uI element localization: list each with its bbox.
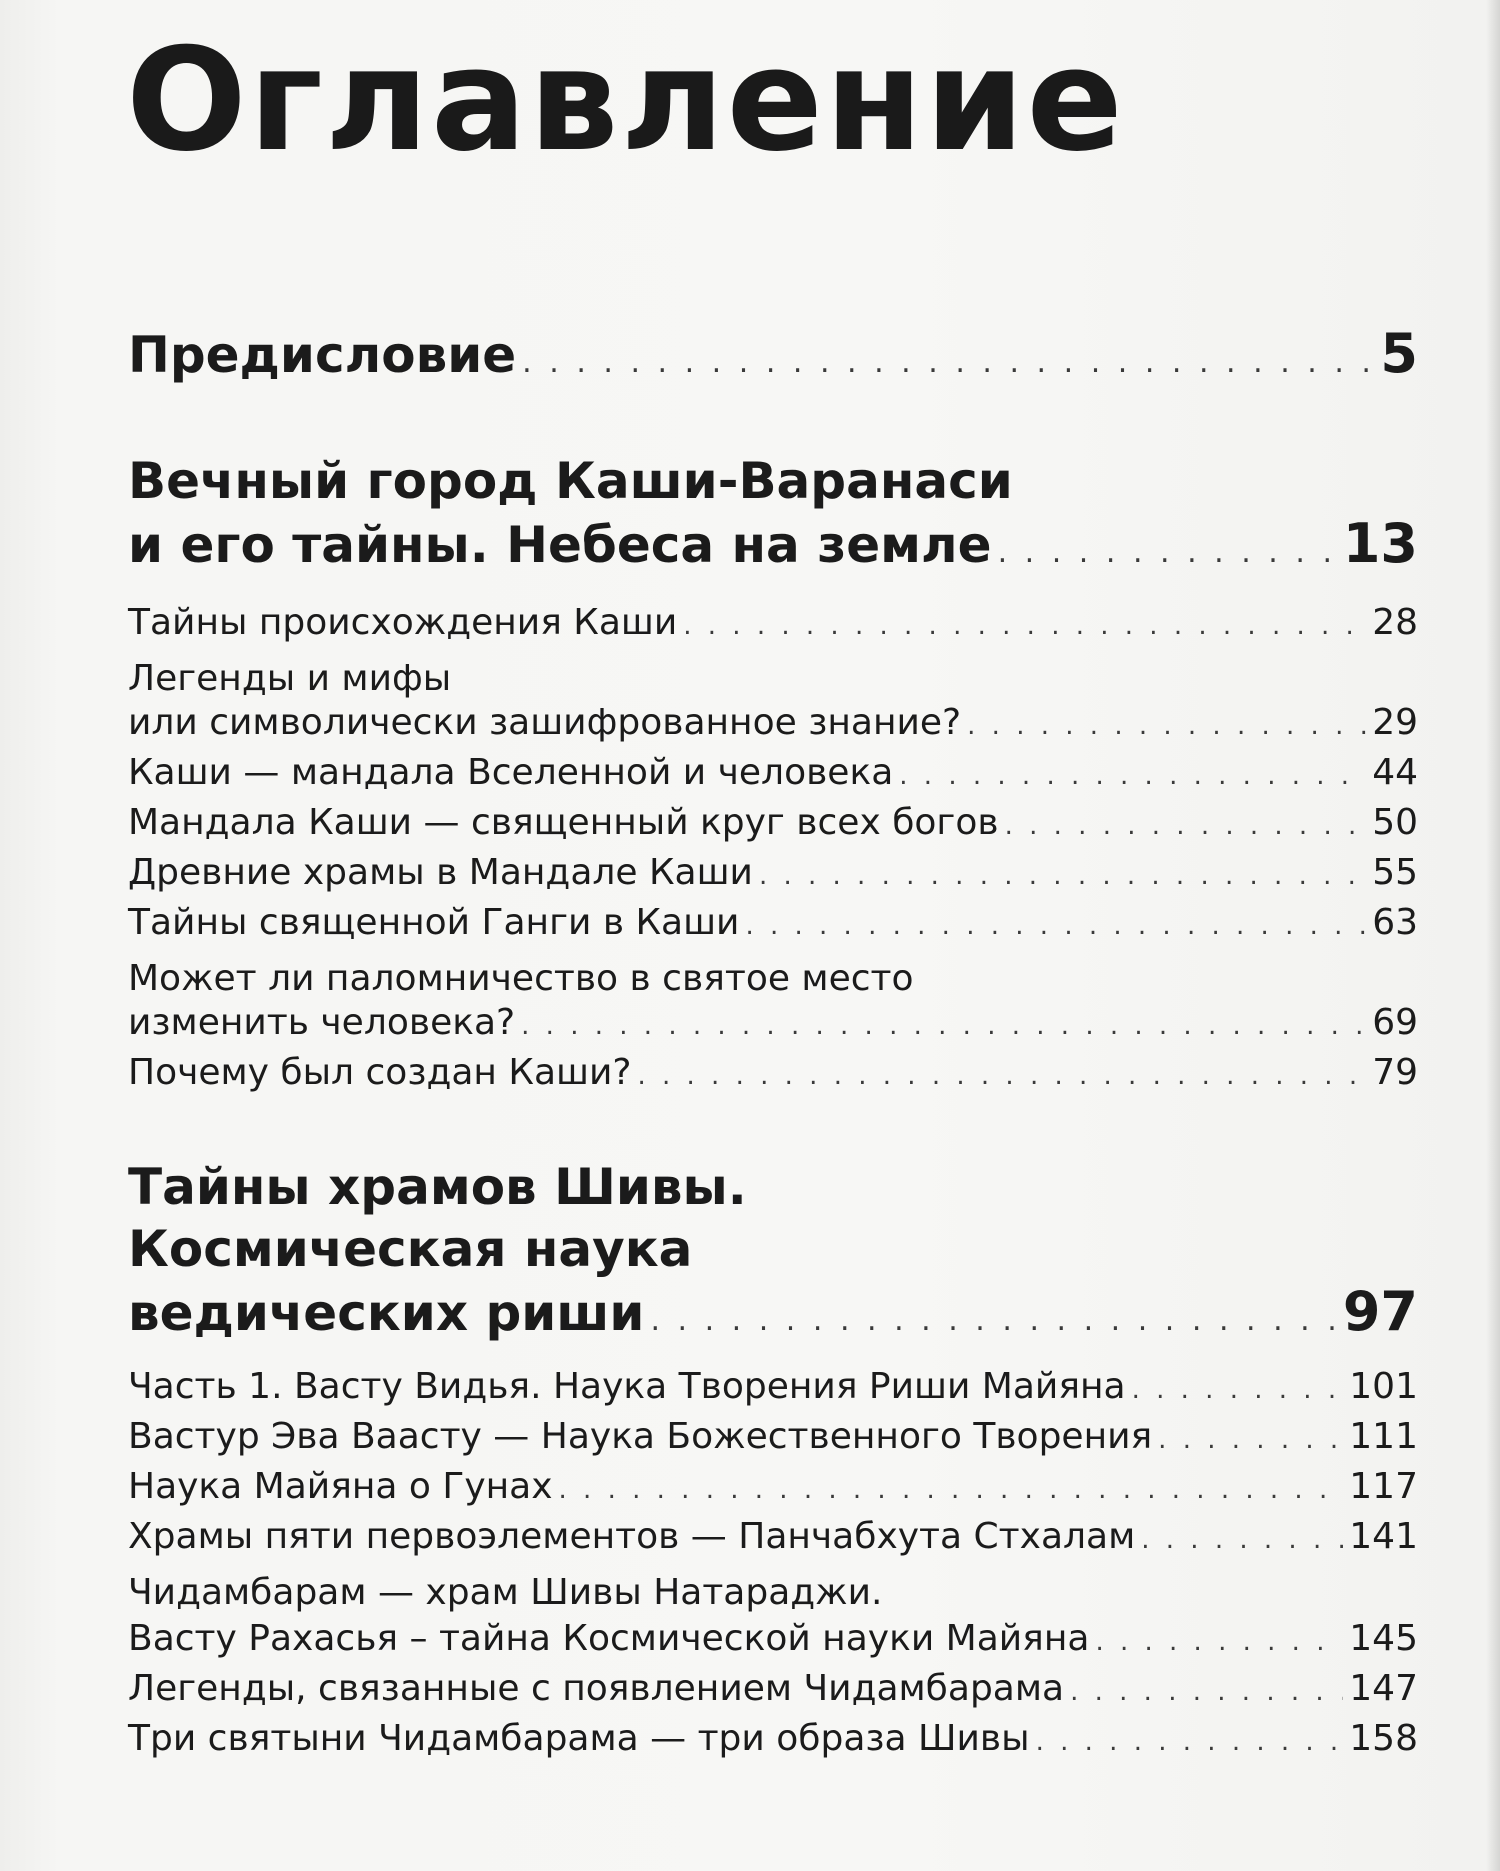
toc-item-page: 145 bbox=[1349, 1618, 1418, 1659]
toc-item-page: 147 bbox=[1349, 1668, 1418, 1709]
toc-entry-varanasi[interactable] bbox=[128, 512, 1418, 575]
toc-item-page: 158 bbox=[1349, 1718, 1418, 1759]
toc-section-title-line[interactable]: Вечный город Каши-Варанаси bbox=[128, 452, 1013, 510]
toc-item-title: Легенды, связанные с появлением Чидамбарама bbox=[128, 1668, 1065, 1709]
dot-leader bbox=[522, 345, 1374, 380]
toc-item-title-line[interactable]: Чидамбарам — храм Шивы Натараджи. bbox=[128, 1572, 883, 1613]
toc-item-title-line[interactable]: Легенды и мифы bbox=[128, 658, 452, 699]
dot-leader bbox=[683, 611, 1366, 641]
toc-item[interactable] bbox=[128, 802, 1418, 843]
toc-item-page: 44 bbox=[1372, 752, 1418, 793]
toc-item-title-line[interactable]: Может ли паломничество в святое место bbox=[128, 958, 914, 999]
toc-item-title: Часть 1. Васту Видья. Наука Творения Риши Майяна bbox=[128, 1366, 1126, 1407]
dot-leader bbox=[759, 861, 1366, 891]
toc-item-page: 79 bbox=[1372, 1052, 1418, 1093]
toc-item-page: 63 bbox=[1372, 902, 1418, 943]
toc-item-page: 101 bbox=[1349, 1366, 1418, 1407]
toc-entry-title: и его тайны. Небеса на земле bbox=[128, 516, 992, 574]
toc-item-title: Тайны происхождения Каши bbox=[128, 602, 678, 643]
toc-item-page: 29 bbox=[1372, 702, 1418, 743]
toc-entry-title: ведических риши bbox=[128, 1284, 645, 1342]
toc-item-title: изменить человека? bbox=[128, 1002, 516, 1043]
dot-leader bbox=[1005, 811, 1367, 841]
toc-entry-page: 13 bbox=[1342, 512, 1418, 575]
toc-item-page: 141 bbox=[1349, 1516, 1418, 1557]
dot-leader bbox=[745, 911, 1366, 941]
toc-item[interactable] bbox=[128, 602, 1418, 643]
dot-leader bbox=[1036, 1727, 1344, 1757]
toc-item-page: 28 bbox=[1372, 602, 1418, 643]
toc-item[interactable] bbox=[128, 852, 1418, 893]
toc-item-title: Каши — мандала Вселенной и человека bbox=[128, 752, 894, 793]
toc-item-title: Наука Майяна о Гунах bbox=[128, 1466, 553, 1507]
toc-item-page: 50 bbox=[1372, 802, 1418, 843]
toc-item[interactable] bbox=[128, 1718, 1418, 1759]
toc-item[interactable] bbox=[128, 1618, 1418, 1659]
dot-leader bbox=[1141, 1525, 1343, 1555]
toc-item[interactable] bbox=[128, 702, 1418, 743]
toc-entry-title: Предисловие bbox=[128, 326, 517, 384]
dot-leader bbox=[637, 1061, 1366, 1091]
toc-item-page: 55 bbox=[1372, 852, 1418, 893]
toc-item-title: Храмы пяти первоэлементов — Панчабхута Стхалам bbox=[128, 1516, 1136, 1557]
toc-entry-shiva-temples[interactable] bbox=[128, 1280, 1418, 1343]
toc-item-title: Древние храмы в Мандале Каши bbox=[128, 852, 753, 893]
toc-item-title: Мандала Каши — священный круг всех богов bbox=[128, 802, 999, 843]
toc-item[interactable] bbox=[128, 902, 1418, 943]
toc-entry-page: 5 bbox=[1380, 322, 1418, 385]
toc-item-title: Вастур Эва Ваасту — Наука Божественного Творения bbox=[128, 1416, 1153, 1457]
dot-leader bbox=[1158, 1425, 1343, 1455]
toc-section-title-line[interactable]: Космическая наука bbox=[128, 1220, 693, 1278]
toc-item[interactable] bbox=[128, 1416, 1418, 1457]
dot-leader bbox=[899, 761, 1366, 791]
toc-entry-page: 97 bbox=[1342, 1280, 1418, 1343]
toc-item[interactable] bbox=[128, 1668, 1418, 1709]
toc-item[interactable] bbox=[128, 1516, 1418, 1557]
toc-item[interactable] bbox=[128, 1052, 1418, 1093]
toc-item-title: Васту Рахасья – тайна Космической науки Майяна bbox=[128, 1618, 1090, 1659]
toc-item-title: Почему был создан Каши? bbox=[128, 1052, 632, 1093]
toc-item[interactable] bbox=[128, 1366, 1418, 1407]
dot-leader bbox=[998, 535, 1337, 570]
toc-item-title: Тайны священной Ганги в Каши bbox=[128, 902, 740, 943]
toc-item-page: 117 bbox=[1349, 1466, 1418, 1507]
toc-item[interactable] bbox=[128, 752, 1418, 793]
dot-leader bbox=[1132, 1375, 1344, 1405]
toc-item[interactable] bbox=[128, 1002, 1418, 1043]
toc-item-page: 111 bbox=[1349, 1416, 1418, 1457]
toc-item-title: или символически зашифрованное знание? bbox=[128, 702, 962, 743]
toc-section-title-line[interactable]: Тайны храмов Шивы. bbox=[128, 1158, 747, 1216]
dot-leader bbox=[1095, 1627, 1343, 1657]
dot-leader bbox=[967, 711, 1366, 741]
dot-leader bbox=[521, 1011, 1366, 1041]
toc-item-page: 69 bbox=[1372, 1002, 1418, 1043]
dot-leader bbox=[650, 1303, 1336, 1338]
toc-item-title: Три святыни Чидамбарама — три образа Шивы bbox=[128, 1718, 1030, 1759]
dot-leader bbox=[1070, 1677, 1343, 1707]
dot-leader bbox=[559, 1475, 1344, 1505]
page-title: Оглавление bbox=[126, 18, 1125, 183]
toc-entry-preface[interactable] bbox=[128, 322, 1418, 385]
toc-item[interactable] bbox=[128, 1466, 1418, 1507]
page-edge-shadow bbox=[1486, 0, 1500, 1871]
